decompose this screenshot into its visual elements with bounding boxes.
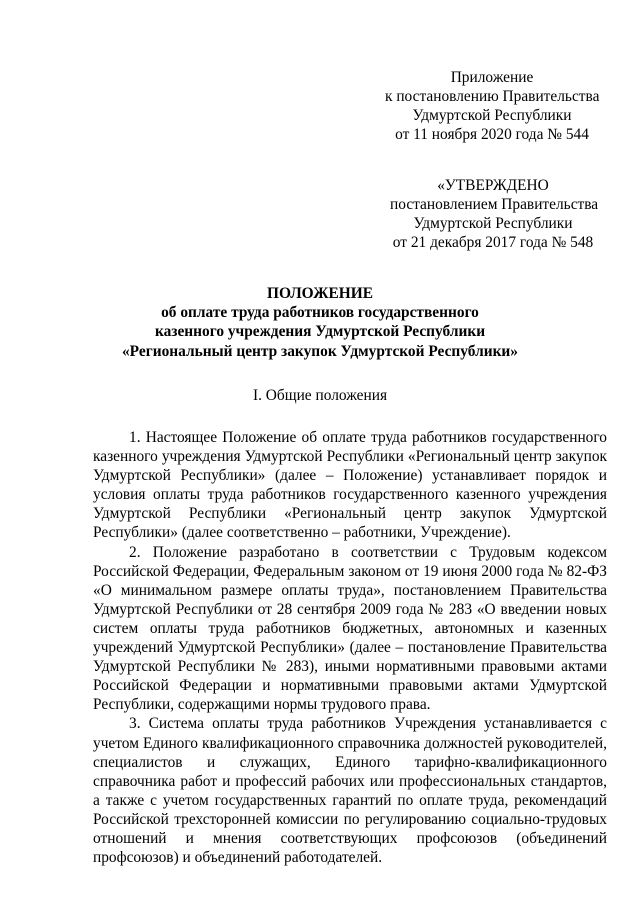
title-line: «Региональный центр закупок Удмуртской Республики» [121,342,518,360]
appendix-line: к постановлению Правительства [385,88,600,106]
paragraph-1: 1. Настоящее Положение об оплате труда работников государственного казенного учреждения Удмуртской Республики «Региональный центр закупок Удмуртской Республики» (далее – Положение) устанавливает порядок и условия оплаты труда работников государственного казенного учреждения Удмуртской Республики «Региональный центр закупок Удмуртской Республики» (далее соответственно – работники, Учреждение). [93,429,607,542]
approved-line: постановлением Правительства [390,196,599,214]
section-heading: I. Общие положения [252,387,388,404]
paragraph-2: 2. Положение разработано в соответствии с Трудовым кодексом Российской Федерации, Федеральным законом от 19 июня 2000 года № 82-ФЗ «О минимальном размере оплаты труда», постановлением Правительства Удмуртской Республики от 28 сентября 2009 года № 283 «О введении новых систем оплаты труда работников бюджетных, автономных и казенных учреждений Удмуртской Республики» (далее – постановление Правительства Удмуртской Республики № 283), иными нормативными правовыми актами Российской Федерации и нормативными правовыми актами Удмуртской Республики, содержащими нормы трудового права. [93,543,607,714]
title-line: ПОЛОЖЕНИЕ [267,285,373,302]
document-title [90,284,550,361]
approved-line: Удмуртской Республики [413,215,573,233]
approved-header [390,176,599,252]
approved-line: от 21 декабря 2017 года № 548 [392,234,594,252]
appendix-line: Приложение [450,69,534,86]
title-line: казенного учреждения Удмуртской Республики [154,323,486,341]
approved-line: «УТВЕРЖДЕНО [437,177,549,194]
document-body [93,428,607,867]
appendix-header [385,68,599,144]
appendix-line: Удмуртской Республики [412,107,572,125]
appendix-line: от 11 ноября 2020 года № 544 [395,126,589,144]
paragraph-3: 3. Система оплаты труда работников Учреждения устанавливается с учетом Единого квалификационного справочника должностей руководителей, специалистов и служащих, Единого тарифно-квалификационного справочника работ и профессий рабочих или профессиональных стандартов, а также с учетом государственных гарантий по оплате труда, рекомендаций Российской трехсторонней комиссии по регулированию социально-трудовых отношений и мнения соответствующих профсоюзов (объединений профсоюзов) и объединений работодателей. [93,715,607,867]
title-line: об оплате труда работников государственного [161,304,479,322]
